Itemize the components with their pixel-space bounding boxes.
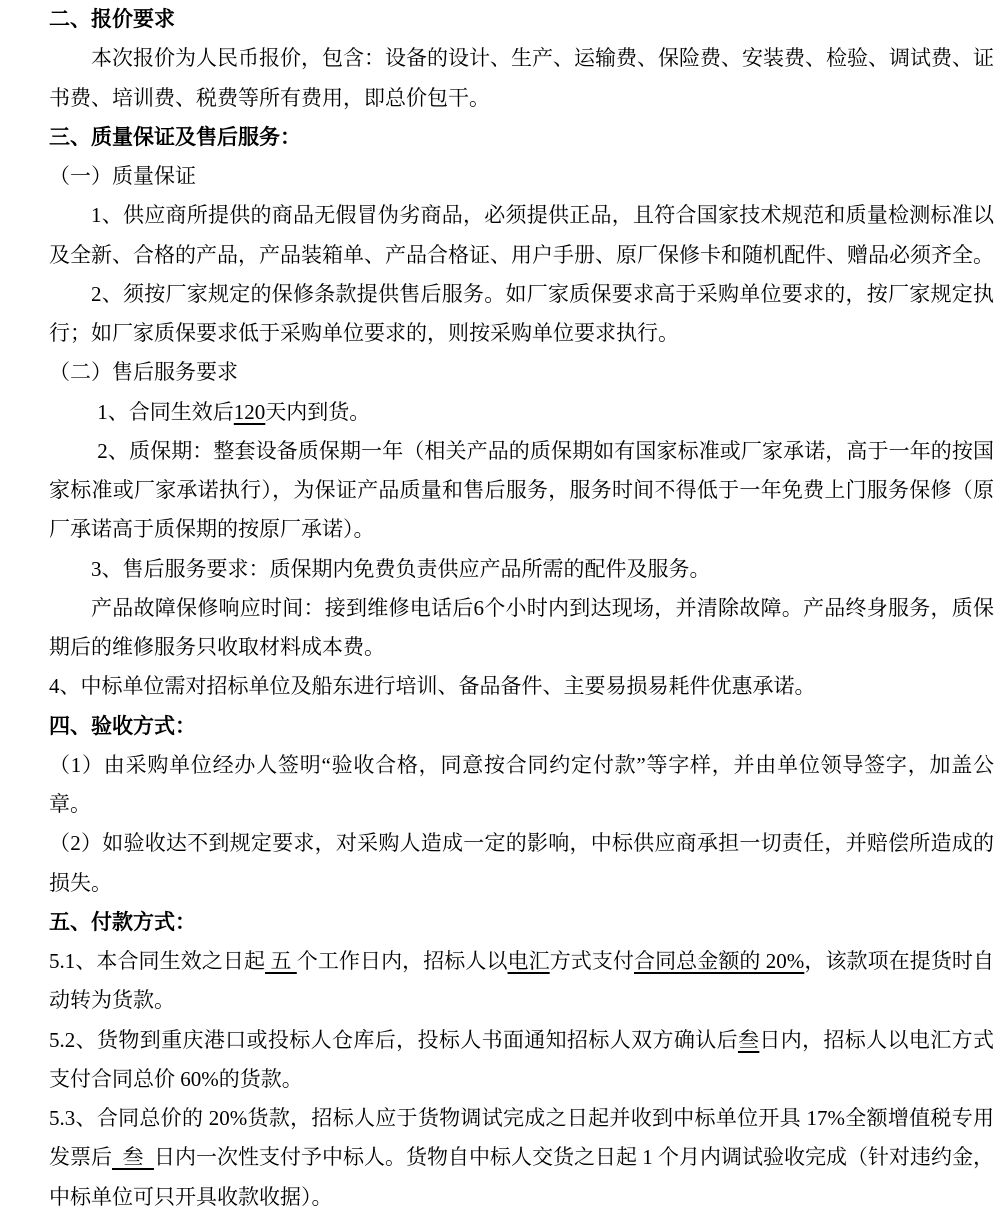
para-quality-item-2 [49,275,994,354]
text-run: （二）售后服务要求 [49,360,238,385]
para-payment-5-3 [49,1099,994,1217]
heading-section-4-acceptance-method [49,707,994,746]
underlined-blank-text: 120 [233,399,266,424]
text-run: 5.1、本合同生效之日起 [49,949,266,973]
para-after-sales-item-1-delivery [49,393,994,432]
para-payment-5-2 [49,1021,994,1100]
heading-section-2-quotation-requirements [49,0,994,39]
subheading-3-1-quality-guarantee [49,157,994,196]
text-run: 5.2、货物到重庆港口或投标人仓库后，投标人书面通知招标人双方确认后 [49,1027,738,1052]
text-run: 天内到货。 [265,399,371,424]
para-after-sales-item-3-parts [49,550,994,589]
para-quality-item-1 [49,196,994,275]
para-payment-5-1 [49,942,994,1021]
underlined-blank-text: 合同总金额的 20% [634,949,805,973]
text-run: 日内一次性支付予中标人。货物自中标人交货之日起 1 个月内调试验收完成（针对违约金，中标单位可只开具收款收据）。 [49,1145,994,1209]
text-run: 1、合同生效后 [97,399,234,424]
text-run: 5.3、合同总价的 20%货款，招标人应于货物调试完成之日起并收到中标单位开具 17%全额增值税专用发票后 [49,1106,994,1170]
text-run: 2、质保期：整套设备质保期一年（相关产品的质保期如有国家标准或厂家承诺，高于一年的按国家标准或厂家承诺执行），为保证产品质量和售后服务，服务时间不得低于一年免费上门服务保修（原厂承诺高于质保期的按原厂承诺）。 [49,438,994,542]
underlined-blank-text: 五 [265,949,297,973]
text-run: 方式支付 [549,949,635,973]
underlined-blank-text: 电汇 [507,949,550,973]
underlined-blank-text: 叁 [112,1145,154,1170]
text-run: 日内，招标人以电汇方式支付合同总价 60%的货款。 [49,1027,995,1091]
underlined-blank-text: 叁 [737,1027,760,1052]
text-run: （一）质量保证 [49,164,196,188]
text-run: 四、验收方式： [49,713,196,738]
para-acceptance-item-1 [49,746,994,825]
para-after-sales-item-2-warranty [49,432,994,550]
text-run: 二、报价要求 [49,7,175,31]
text-run: ，该款项在提货时自动转为货款。 [49,949,995,1013]
para-item-4-training-commitment [49,667,994,706]
document-body [49,0,994,1217]
heading-section-3-quality-and-after-sales [49,118,994,157]
text-run: 三、质量保证及售后服务： [49,124,301,149]
text-run: 个工作日内，招标人以 [296,949,508,973]
text-run: 3、售后服务要求：质保期内免费负责供应产品所需的配件及服务。 [91,556,711,581]
subheading-3-2-after-sales-requirements [49,353,994,392]
text-run: 1、供应商所提供的商品无假冒伪劣商品，必须提供正品，且符合国家技术规范和质量检测标准以及全新、合格的产品，产品装箱单、产品合格证、用户手册、原厂保修卡和随机配件、赠品必须齐全。 [49,203,994,267]
para-acceptance-item-2 [49,824,994,903]
para-quotation-scope [49,39,994,118]
text-run: 4、中标单位需对招标单位及船东进行培训、备品备件、主要易损易耗件优惠承诺。 [49,674,816,699]
heading-section-5-payment-method [49,903,994,942]
text-run: 本次报价为人民币报价，包含：设备的设计、生产、运输费、保险费、安装费、检验、调试费、证书费、培训费、税费等所有费用，即总价包干。 [49,46,994,110]
text-run: （2）如验收达不到规定要求，对采购人造成一定的影响，中标供应商承担一切责任，并赔偿所造成的损失。 [49,831,994,895]
para-fault-response-time [49,589,994,668]
text-run: 产品故障保修响应时间：接到维修电话后6个小时内到达现场，并清除故障。产品终身服务，质保期后的维修服务只收取材料成本费。 [49,595,994,659]
text-run: 2、须按厂家规定的保修条款提供售后服务。如厂家质保要求高于采购单位要求的，按厂家规定执行；如厂家质保要求低于采购单位要求的，则按采购单位要求执行。 [49,281,994,345]
text-run: 五、付款方式： [49,909,196,934]
text-run: （1）由采购单位经办人签明“验收合格，同意按合同约定付款”等字样，并由单位领导签字，加盖公章。 [49,752,994,816]
